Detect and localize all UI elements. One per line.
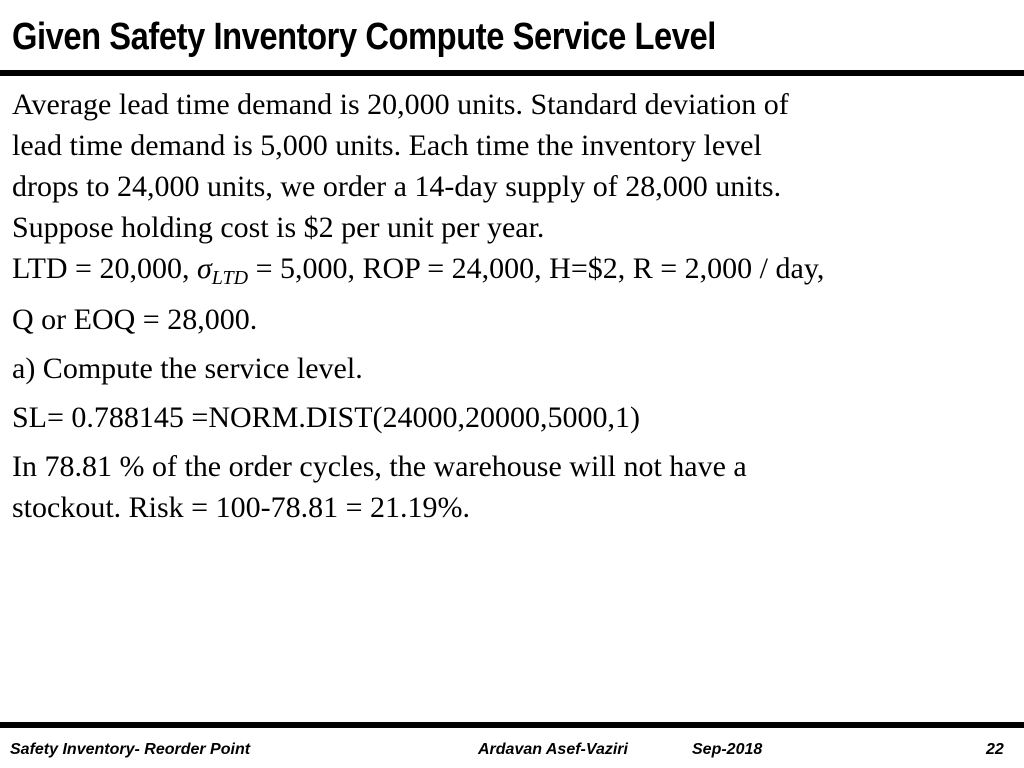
footer-topic: Safety Inventory- Reorder Point [10,741,251,758]
sigma-subscript: LTD [211,267,249,289]
parameters-suffix: = 5,000, ROP = 24,000, H=$2, R = 2,000 / day, [248,252,825,285]
body-line: lead time demand is 5,000 units. Each time the inventory level [12,129,762,162]
parameters-prefix: LTD = 20,000, [12,252,197,285]
answer-line: In 78.81 % of the order cycles, the warehouse will not have a [12,450,747,483]
body-line: drops to 24,000 units, we order a 14-day supply of 28,000 units. [12,170,782,203]
footer-date: Sep-2018 [692,741,763,758]
formula-text: SL= 0.788145 =NORM.DIST(24000,20000,5000,1) [12,401,641,434]
body-line: Average lead time demand is 20,000 units. Standard deviation of [12,88,789,121]
slide-body [12,84,1012,528]
footer-divider [0,722,1024,728]
footer-author: Ardavan Asef-Vaziri [478,741,628,758]
parameters-line-2: Q or EOQ = 28,000. [12,303,258,336]
question-text: a) Compute the service level. [12,352,363,385]
page-number: 22 [986,741,1004,758]
answer-line: stockout. Risk = 100-78.81 = 21.19%. [12,491,470,524]
slide-title: Given Safety Inventory Compute Service Level [12,16,716,58]
body-line: Suppose holding cost is $2 per unit per year. [12,211,545,244]
parameters-line [12,248,1012,299]
sigma-symbol: σ [196,252,212,285]
title-divider [0,70,1024,76]
